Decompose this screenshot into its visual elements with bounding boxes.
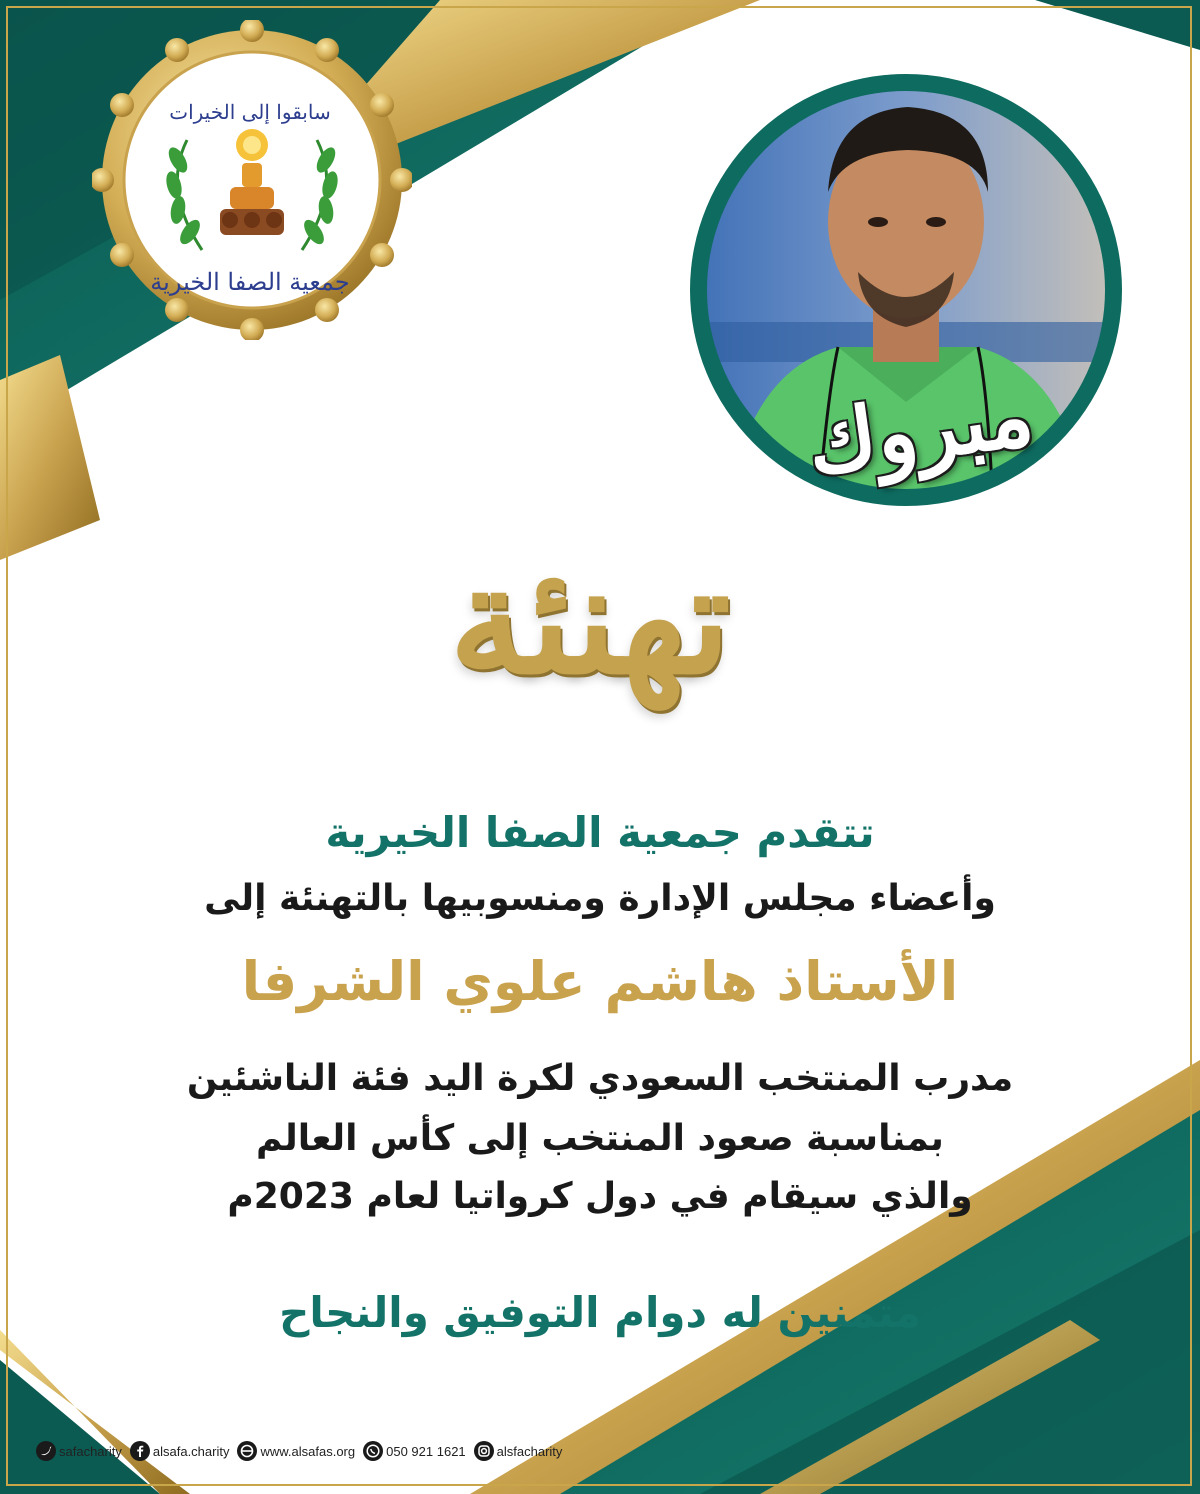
footer-contacts [36,1436,570,1466]
message-line-1: تتقدم جمعية الصفا الخيرية [325,808,875,857]
top-right-teal-corner [1035,0,1200,50]
footer-facebook[interactable] [130,1441,230,1461]
message-line-4: مدرب المنتخب السعودي لكرة اليد فئة الناشئين [186,1058,1014,1099]
twitter-icon [36,1441,56,1461]
footer-whatsapp-text: 050 921 1621 [386,1443,466,1459]
instagram-icon [474,1441,494,1461]
facebook-icon [130,1441,150,1461]
whatsapp-icon [363,1441,383,1461]
bottom-left-teal-corner [0,1360,160,1494]
logo-motto: سابقوا إلى الخيرات [169,100,331,124]
honoree-name: الأستاذ هاشم علوي الشرفا [241,950,959,1013]
message-line-5: بمناسبة صعود المنتخب إلى كأس العالم [256,1118,944,1159]
closing-wish: متمنين له دوام التوفيق والنجاح [279,1288,921,1337]
footer-facebook-text: alsafa.charity [152,1443,230,1459]
logo-name: جمعية الصفا الخيرية [150,268,350,296]
headline-tahniah: تهنئة [449,532,731,708]
web-icon [237,1441,257,1461]
mabrook-stamp: مبروك [800,364,1040,495]
footer-instagram-text: alsfacharity [496,1443,563,1459]
footer-twitter-text: safacharity [59,1443,122,1459]
footer-twitter[interactable] [36,1441,122,1461]
footer-website[interactable] [237,1441,355,1461]
footer-instagram[interactable] [474,1441,563,1461]
footer-website-text: www.alsafas.org [260,1443,356,1459]
left-gold-ribbon [0,355,100,560]
footer-whatsapp[interactable] [363,1441,466,1461]
message-line-2: وأعضاء مجلس الإدارة ومنسوبيها بالتهنئة إلى [204,878,996,919]
message-line-6: والذي سيقام في دول كرواتيا لعام 2023م [227,1176,973,1217]
